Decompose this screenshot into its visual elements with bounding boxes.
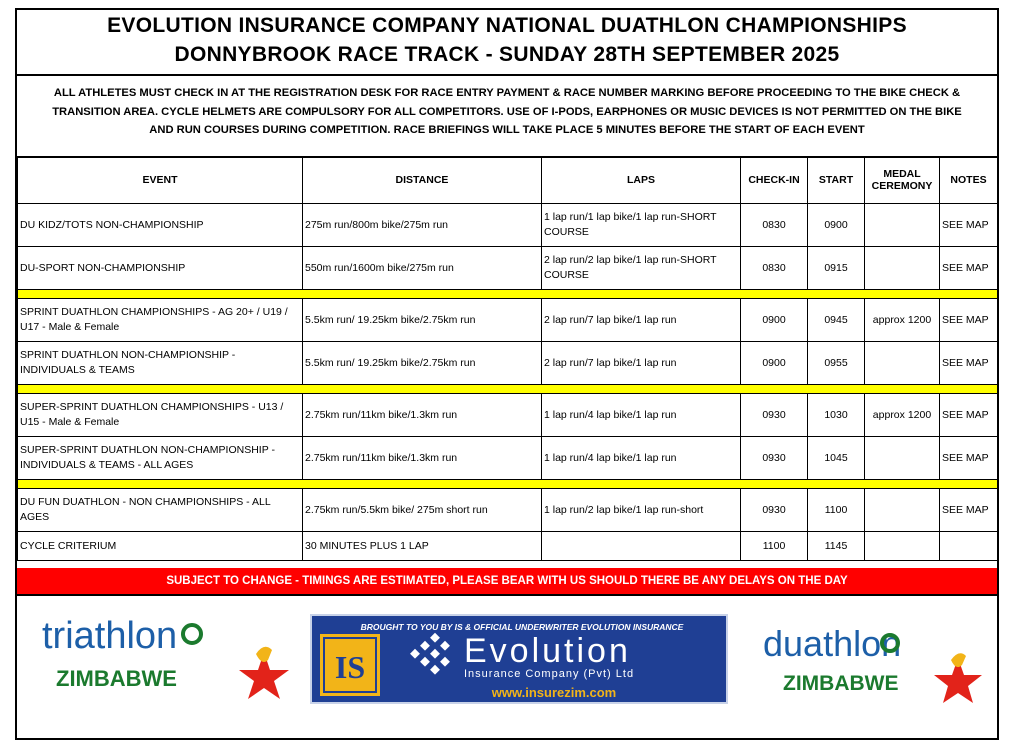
distance-cell: 30 MINUTES PLUS 1 LAP bbox=[303, 532, 542, 561]
medal-cell bbox=[865, 204, 940, 247]
evolution-insurance-logo bbox=[312, 616, 726, 702]
laps-cell: 2 lap run/2 lap bike/1 lap run-SHORT COURSE bbox=[542, 247, 741, 290]
laps-cell: 1 lap run/2 lap bike/1 lap run-short bbox=[542, 489, 741, 532]
medal-cell: approx 1200 bbox=[865, 394, 940, 437]
start-cell: 0915 bbox=[808, 247, 865, 290]
notes-cell: SEE MAP bbox=[940, 299, 998, 342]
distance-cell: 2.75km run/5.5km bike/ 275m short run bbox=[303, 489, 542, 532]
start-cell: 1145 bbox=[808, 532, 865, 561]
duathlon-country: ZIMBABWE bbox=[783, 672, 899, 695]
duathlon-wordmark: duathlon bbox=[763, 623, 902, 664]
notes-cell: SEE MAP bbox=[940, 204, 998, 247]
triathlon-zimbabwe-logo bbox=[42, 610, 292, 700]
table-row bbox=[18, 299, 998, 342]
disclaimer-banner: SUBJECT TO CHANGE - TIMINGS ARE ESTIMATED, PLEASE BEAR WITH US SHOULD THERE BE ANY DELAYS ON THE DAY bbox=[17, 568, 997, 596]
checkin-cell: 1100 bbox=[741, 532, 808, 561]
event-cell: DU-SPORT NON-CHAMPIONSHIP bbox=[18, 247, 303, 290]
event-cell: SUPER-SPRINT DUATHLON CHAMPIONSHIPS - U13 / U15 - Male & Female bbox=[18, 394, 303, 437]
evolution-subname: Insurance Company (Pvt) Ltd bbox=[464, 668, 635, 680]
laps-cell: 2 lap run/7 lap bike/1 lap run bbox=[542, 342, 741, 385]
header-medal-line: CEREMONY bbox=[871, 180, 933, 192]
sponsor-tagline: BROUGHT TO YOU BY IS & OFFICIAL UNDERWRITER EVOLUTION INSURANCE bbox=[360, 622, 684, 632]
header-checkin: CHECK-IN bbox=[741, 157, 808, 204]
table-row bbox=[18, 204, 998, 247]
distance-cell: 5.5km run/ 19.25km bike/2.75km run bbox=[303, 299, 542, 342]
laps-cell: 1 lap run/4 lap bike/1 lap run bbox=[542, 394, 741, 437]
start-cell: 0955 bbox=[808, 342, 865, 385]
table-row bbox=[18, 342, 998, 385]
distance-cell: 275m run/800m bike/275m run bbox=[303, 204, 542, 247]
notes-cell: SEE MAP bbox=[940, 342, 998, 385]
medal-cell bbox=[865, 489, 940, 532]
header-event: EVENT bbox=[18, 157, 303, 204]
zimbabwe-bird-icon bbox=[951, 653, 966, 667]
triathlon-wordmark: triathlon bbox=[42, 615, 178, 657]
table-row bbox=[18, 247, 998, 290]
checkin-cell: 0900 bbox=[741, 299, 808, 342]
checkin-cell: 0930 bbox=[741, 489, 808, 532]
medal-cell bbox=[865, 247, 940, 290]
checkin-cell: 0830 bbox=[741, 204, 808, 247]
is-mark-text: IS bbox=[334, 649, 366, 685]
sponsor-banner bbox=[310, 614, 728, 704]
instructions-notice bbox=[17, 74, 997, 158]
event-cell: SPRINT DUATHLON NON-CHAMPIONSHIP - INDIVIDUALS & TEAMS bbox=[18, 342, 303, 385]
logo-ring-icon bbox=[183, 625, 201, 643]
separator-bar bbox=[18, 290, 998, 299]
laps-cell: 1 lap run/1 lap bike/1 lap run-SHORT COURSE bbox=[542, 204, 741, 247]
laps-cell: 1 lap run/4 lap bike/1 lap run bbox=[542, 437, 741, 480]
page-subtitle: DONNYBROOK RACE TRACK - SUNDAY 28TH SEPTEMBER 2025 bbox=[174, 43, 840, 66]
medal-cell bbox=[865, 532, 940, 561]
laps-cell: 2 lap run/7 lap bike/1 lap run bbox=[542, 299, 741, 342]
header-notes: NOTES bbox=[940, 157, 998, 204]
table-header-row bbox=[18, 157, 998, 204]
section-separator bbox=[18, 290, 998, 299]
start-cell: 0900 bbox=[808, 204, 865, 247]
section-separator bbox=[18, 480, 998, 489]
table-row bbox=[18, 394, 998, 437]
zimbabwe-bird-icon bbox=[256, 647, 272, 662]
sponsor-url: www.insurezim.com bbox=[491, 685, 617, 700]
header-laps: LAPS bbox=[542, 157, 741, 204]
distance-cell: 2.75km run/11km bike/1.3km run bbox=[303, 437, 542, 480]
header-distance: DISTANCE bbox=[303, 157, 542, 204]
distance-cell: 5.5km run/ 19.25km bike/2.75km run bbox=[303, 342, 542, 385]
start-cell: 0945 bbox=[808, 299, 865, 342]
event-cell: CYCLE CRITERIUM bbox=[18, 532, 303, 561]
duathlon-zimbabwe-logo bbox=[763, 620, 983, 705]
event-cell: SUPER-SPRINT DUATHLON NON-CHAMPIONSHIP - INDIVIDUALS & TEAMS - ALL AGES bbox=[18, 437, 303, 480]
separator-bar bbox=[18, 385, 998, 394]
notes-cell: SEE MAP bbox=[940, 247, 998, 290]
start-cell: 1030 bbox=[808, 394, 865, 437]
page-title: EVOLUTION INSURANCE COMPANY NATIONAL DUATHLON CHAMPIONSHIPS bbox=[107, 14, 907, 37]
table-row bbox=[18, 437, 998, 480]
notes-cell bbox=[940, 532, 998, 561]
evolution-wordmark: Evolution bbox=[464, 632, 631, 670]
table-row bbox=[18, 489, 998, 532]
notes-cell: SEE MAP bbox=[940, 394, 998, 437]
header-medal-line: MEDAL bbox=[883, 168, 921, 180]
header-medal-ceremony bbox=[865, 157, 940, 204]
schedule-sheet bbox=[15, 8, 999, 740]
event-cell: DU FUN DUATHLON - NON CHAMPIONSHIPS - ALL AGES bbox=[18, 489, 303, 532]
start-cell: 1100 bbox=[808, 489, 865, 532]
notes-cell: SEE MAP bbox=[940, 489, 998, 532]
laps-cell bbox=[542, 532, 741, 561]
notice-line: TRANSITION AREA. CYCLE HELMETS ARE COMPULSORY FOR ALL COMPETITORS. USE OF I-PODS, EARPHONES OR MUSIC DEVICES IS NOT PERMITTED ON THE BIKE bbox=[52, 105, 962, 118]
triathlon-country: ZIMBABWE bbox=[56, 666, 177, 691]
notes-cell: SEE MAP bbox=[940, 437, 998, 480]
checkin-cell: 0930 bbox=[741, 437, 808, 480]
distance-cell: 550m run/1600m bike/275m run bbox=[303, 247, 542, 290]
medal-cell bbox=[865, 437, 940, 480]
header-start: START bbox=[808, 157, 865, 204]
table-row bbox=[18, 532, 998, 561]
notice-line: ALL ATHLETES MUST CHECK IN AT THE REGISTRATION DESK FOR RACE ENTRY PAYMENT & RACE NUMBER MARKING BEFORE PROCEEDING TO THE BIKE CHECK & bbox=[53, 87, 961, 99]
events-table bbox=[17, 156, 998, 561]
start-cell: 1045 bbox=[808, 437, 865, 480]
evolution-diamond-icon bbox=[410, 633, 450, 675]
medal-cell: approx 1200 bbox=[865, 299, 940, 342]
checkin-cell: 0900 bbox=[741, 342, 808, 385]
event-cell: DU KIDZ/TOTS NON-CHAMPIONSHIP bbox=[18, 204, 303, 247]
checkin-cell: 0930 bbox=[741, 394, 808, 437]
section-separator bbox=[18, 385, 998, 394]
notice-line: AND RUN COURSES DURING COMPETITION. RACE BRIEFINGS WILL TAKE PLACE 5 MINUTES BEFORE THE START OF EACH EVENT bbox=[149, 124, 865, 136]
medal-cell bbox=[865, 342, 940, 385]
separator-bar bbox=[18, 480, 998, 489]
checkin-cell: 0830 bbox=[741, 247, 808, 290]
distance-cell: 2.75km run/11km bike/1.3km run bbox=[303, 394, 542, 437]
event-cell: SPRINT DUATHLON CHAMPIONSHIPS - AG 20+ / U19 / U17 - Male & Female bbox=[18, 299, 303, 342]
